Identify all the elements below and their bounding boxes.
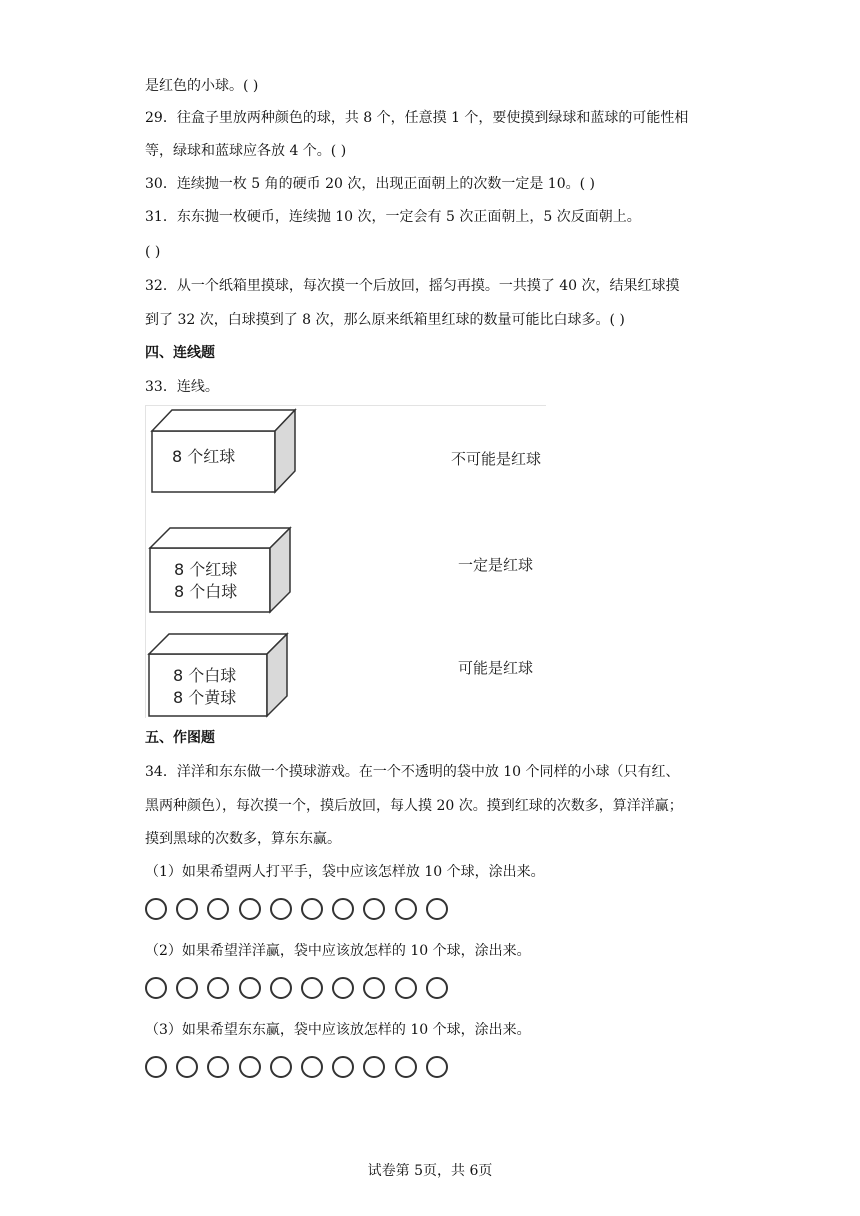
box-8-white-8-yellow: [147, 632, 292, 718]
ball-circle[interactable]: [145, 898, 167, 920]
box-line: 8 个红球: [174, 560, 238, 579]
ball-circle[interactable]: [426, 1056, 448, 1078]
question-line-q29-b: 等，绿球和蓝球应各放 4 个。( ): [145, 143, 347, 159]
question-line-q34-1: （1）如果希望两人打平手，袋中应该怎样放 10 个球，涂出来。: [145, 864, 545, 880]
ball-circle[interactable]: [239, 1056, 261, 1078]
box-line: 8 个白球: [174, 582, 238, 601]
ball-circle[interactable]: [207, 1056, 229, 1078]
question-line-q31-b: ( ): [145, 244, 161, 260]
box-line: 8 个黄球: [173, 688, 237, 707]
ball-circle[interactable]: [363, 977, 385, 999]
ball-circle[interactable]: [332, 977, 354, 999]
ball-circle[interactable]: [270, 977, 292, 999]
ball-circle[interactable]: [176, 898, 198, 920]
box-label: [173, 665, 236, 709]
ball-circle[interactable]: [301, 1056, 323, 1078]
matching-figure: [145, 405, 546, 718]
ball-circle[interactable]: [239, 977, 261, 999]
ball-circle[interactable]: [363, 898, 385, 920]
question-line-q32-a: 32．从一个纸箱里摸球，每次摸一个后放回，摇匀再摸。一共摸了 40 次，结果红球摸: [145, 278, 680, 294]
ball-circle[interactable]: [270, 1056, 292, 1078]
box-line: 8 个白球: [173, 666, 237, 685]
ball-circle[interactable]: [145, 1056, 167, 1078]
ball-circle[interactable]: [363, 1056, 385, 1078]
outcome-impossible: 不可能是红球: [451, 450, 542, 468]
outcome-possible: 可能是红球: [458, 659, 534, 677]
ball-circle[interactable]: [301, 898, 323, 920]
box-8-red: [150, 408, 300, 494]
ball-circle[interactable]: [270, 898, 292, 920]
ball-circle[interactable]: [176, 1056, 198, 1078]
ball-circle[interactable]: [207, 977, 229, 999]
question-line-q29-a: 29．往盒子里放两种颜色的球，共 8 个，任意摸 1 个，要使摸到绿球和蓝球的可能性相: [145, 110, 689, 126]
ball-circle[interactable]: [395, 977, 417, 999]
ball-circle[interactable]: [426, 898, 448, 920]
page-footer: 试卷第 5页，共 6页: [367, 1163, 493, 1179]
question-line-q34-c: 摸到黑球的次数多，算东东赢。: [145, 831, 341, 847]
outcome-certain: 一定是红球: [458, 556, 534, 574]
ball-circle[interactable]: [426, 977, 448, 999]
section-heading: 四、连线题: [145, 345, 215, 361]
box-label: [172, 446, 235, 468]
ball-circle[interactable]: [301, 977, 323, 999]
question-line-q30: 30．连续抛一枚 5 角的硬币 20 次，出现正面朝上的次数一定是 10。( ): [145, 176, 595, 192]
question-line-q34-2: （2）如果希望洋洋赢，袋中应该放怎样的 10 个球，涂出来。: [145, 943, 531, 959]
ball-circle[interactable]: [395, 898, 417, 920]
ball-circle[interactable]: [332, 1056, 354, 1078]
question-line-q34-3: （3）如果希望东东赢，袋中应该放怎样的 10 个球，涂出来。: [145, 1022, 531, 1038]
ball-circle[interactable]: [207, 898, 229, 920]
ball-circle[interactable]: [395, 1056, 417, 1078]
box-label: [174, 559, 237, 603]
question-line-q34-b: 黑两种颜色），每次摸一个，摸后放回，每人摸 20 次。摸到红球的次数多，算洋洋赢；: [145, 798, 683, 814]
box-line: 8 个红球: [172, 447, 236, 466]
question-line-q33: 33．连线。: [145, 379, 219, 395]
question-line-q32-b: 到了 32 次，白球摸到了 8 次，那么原来纸箱里红球的数量可能比白球多。( ): [145, 312, 625, 328]
ball-circle[interactable]: [176, 977, 198, 999]
ball-circle[interactable]: [239, 898, 261, 920]
box-8-red-8-white: [148, 526, 293, 614]
question-line-q28-end: 是红色的小球。( ): [145, 78, 259, 94]
ball-circle[interactable]: [332, 898, 354, 920]
section-heading: 五、作图题: [145, 730, 215, 746]
ball-circle[interactable]: [145, 977, 167, 999]
question-line-q34-a: 34．洋洋和东东做一个摸球游戏。在一个不透明的袋中放 10 个同样的小球（只有红、: [145, 764, 680, 780]
question-line-q31-a: 31．东东抛一枚硬币，连续抛 10 次，一定会有 5 次正面朝上，5 次反面朝上。: [145, 209, 641, 225]
